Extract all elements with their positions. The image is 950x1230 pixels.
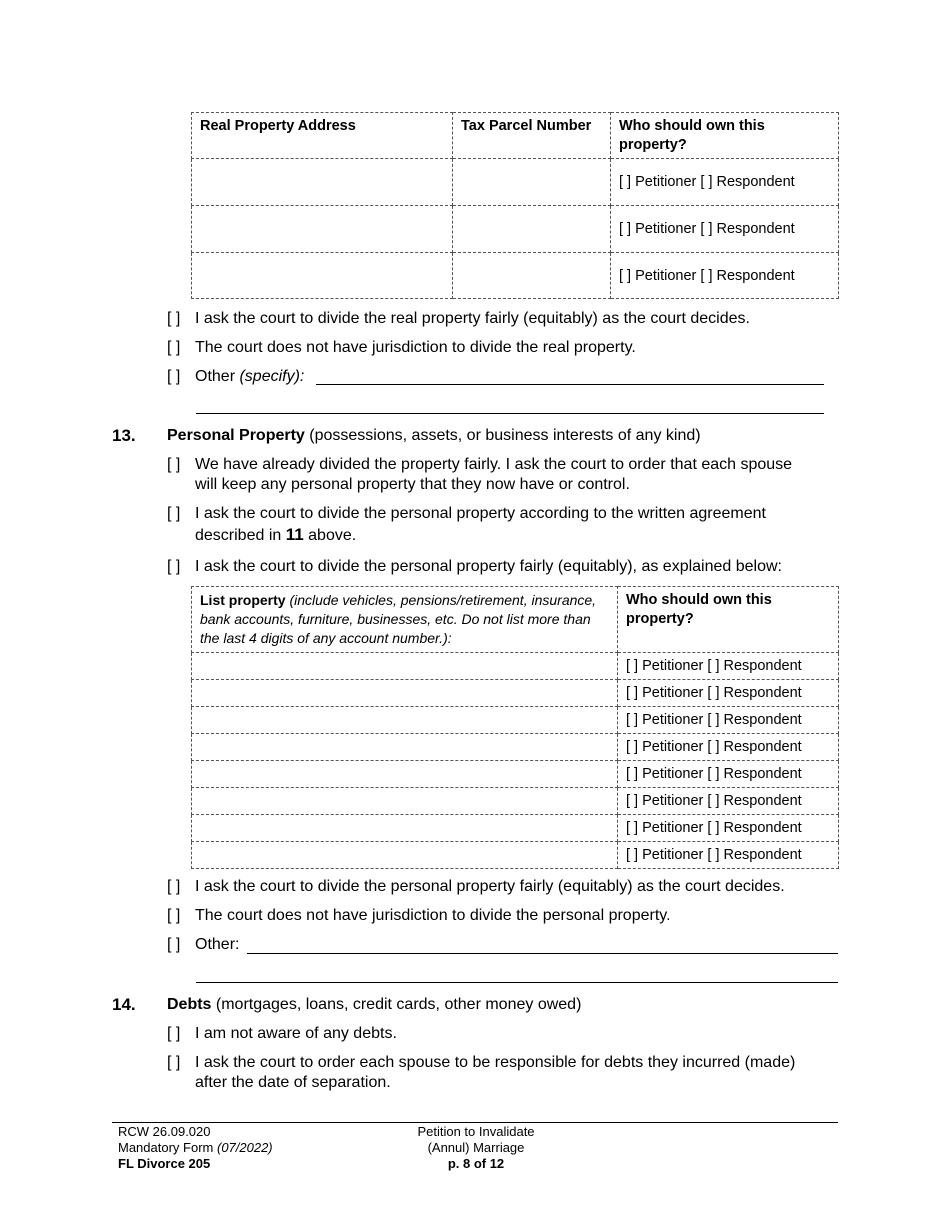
owner-choice[interactable]: [ ] Petitioner [ ] Respondent [618,815,839,842]
real-property-no-jurisdiction-option: [ ] The court does not have jurisdiction to divide the real property. [167,339,636,356]
owner-choice[interactable]: [ ] Petitioner [ ] Respondent [618,842,839,869]
checkbox[interactable]: [ ] [167,936,181,953]
footer-title-line2: (Annul) Marriage [427,1140,525,1155]
personal-property-other-option: [ ] Other: [167,936,240,953]
footer-form-number: FL Divorce 205 [118,1156,211,1171]
option-continuation: described in 11 above. [195,525,357,544]
personal-property-court-decides-option: [ ] I ask the court to divide the personal property fairly (equitably) as the court decides. [167,878,785,895]
section-reference: 11 [285,525,304,544]
property-item-cell[interactable] [192,815,618,842]
header-who-should-own: Who should own this property? [618,587,839,653]
checkbox[interactable]: [ ] [167,1054,181,1071]
checkbox[interactable]: [ ] [167,1025,181,1042]
personal-property-table [191,586,839,869]
section-14-heading: Debts (mortgages, loans, credit cards, other money owed) [167,996,582,1013]
real-property-divide-option: [ ] I ask the court to divide the real property fairly (equitably) as the court decides. [167,310,750,327]
address-cell[interactable] [192,206,453,253]
footer-rcw: RCW 26.09.020 [118,1124,211,1139]
owner-choice[interactable]: [ ] Petitioner [ ] Respondent [611,206,839,253]
property-item-cell[interactable] [192,761,618,788]
checkbox[interactable]: [ ] [167,368,181,385]
debts-each-spouse-option: [ ] I ask the court to order each spouse to be responsible for debts they incurred (made) [167,1054,796,1071]
option-continuation: will keep any personal property that they now have or control. [195,476,630,493]
other-specify-line[interactable] [316,384,824,385]
personal-property-explained-below-option: [ ] I ask the court to divide the personal property fairly (equitably), as explained below: [167,558,782,575]
section-14-number: 14. [112,995,136,1014]
parcel-cell[interactable] [453,206,611,253]
owner-choice[interactable]: [ ] Petitioner [ ] Respondent [618,680,839,707]
real-property-other-option: [ ] Other (specify): [167,368,305,385]
footer-divider [112,1122,838,1123]
section-13-number: 13. [112,426,136,445]
owner-choice[interactable]: [ ] Petitioner [ ] Respondent [618,788,839,815]
owner-choice[interactable]: [ ] Petitioner [ ] Respondent [618,707,839,734]
checkbox[interactable]: [ ] [167,558,181,575]
checkbox[interactable]: [ ] [167,456,181,473]
header-tax-parcel-number: Tax Parcel Number [453,113,611,159]
property-item-cell[interactable] [192,653,618,680]
property-item-cell[interactable] [192,842,618,869]
checkbox[interactable]: [ ] [167,339,181,356]
other-specify-line-2[interactable] [196,413,824,414]
header-list-property: List property (include vehicles, pensions/retirement, insurance, bank accounts, furniture, businesses, etc. Do not list more than the last 4 digits of any account number.): [192,587,618,653]
checkbox[interactable]: [ ] [167,878,181,895]
section-13-title: Personal Property [167,427,305,444]
owner-choice[interactable]: [ ] Petitioner [ ] Respondent [618,734,839,761]
owner-choice[interactable]: [ ] Petitioner [ ] Respondent [611,253,839,299]
real-property-table [191,112,839,299]
personal-property-agreement-option: [ ] I ask the court to divide the personal property according to the written agreement [167,505,766,522]
page-number: p. 8 of 12 [447,1156,505,1171]
parcel-cell[interactable] [453,159,611,206]
property-item-cell[interactable] [192,707,618,734]
owner-choice[interactable]: [ ] Petitioner [ ] Respondent [611,159,839,206]
header-real-property-address: Real Property Address [192,113,453,159]
other-specify-line-2[interactable] [196,982,838,983]
checkbox[interactable]: [ ] [167,907,181,924]
personal-property-no-jurisdiction-option: [ ] The court does not have jurisdiction to divide the personal property. [167,907,671,924]
header-who-should-own: Who should own this property? [611,113,839,159]
other-specify-line[interactable] [247,953,838,954]
owner-choice[interactable]: [ ] Petitioner [ ] Respondent [618,761,839,788]
footer-mandatory-form: Mandatory Form (07/2022) [118,1140,273,1155]
debts-not-aware-option: [ ] I am not aware of any debts. [167,1025,397,1042]
parcel-cell[interactable] [453,253,611,299]
address-cell[interactable] [192,253,453,299]
checkbox[interactable]: [ ] [167,505,181,522]
option-continuation: after the date of separation. [195,1074,391,1091]
address-cell[interactable] [192,159,453,206]
owner-choice[interactable]: [ ] Petitioner [ ] Respondent [618,653,839,680]
property-item-cell[interactable] [192,788,618,815]
footer-title-line1: Petition to Invalidate [417,1124,535,1139]
checkbox[interactable]: [ ] [167,310,181,327]
section-14-title: Debts [167,996,212,1013]
personal-property-already-divided-option: [ ] We have already divided the property fairly. I ask the court to order that each spouse [167,456,793,473]
property-item-cell[interactable] [192,734,618,761]
section-13-heading: Personal Property (possessions, assets, or business interests of any kind) [167,427,701,444]
property-item-cell[interactable] [192,680,618,707]
